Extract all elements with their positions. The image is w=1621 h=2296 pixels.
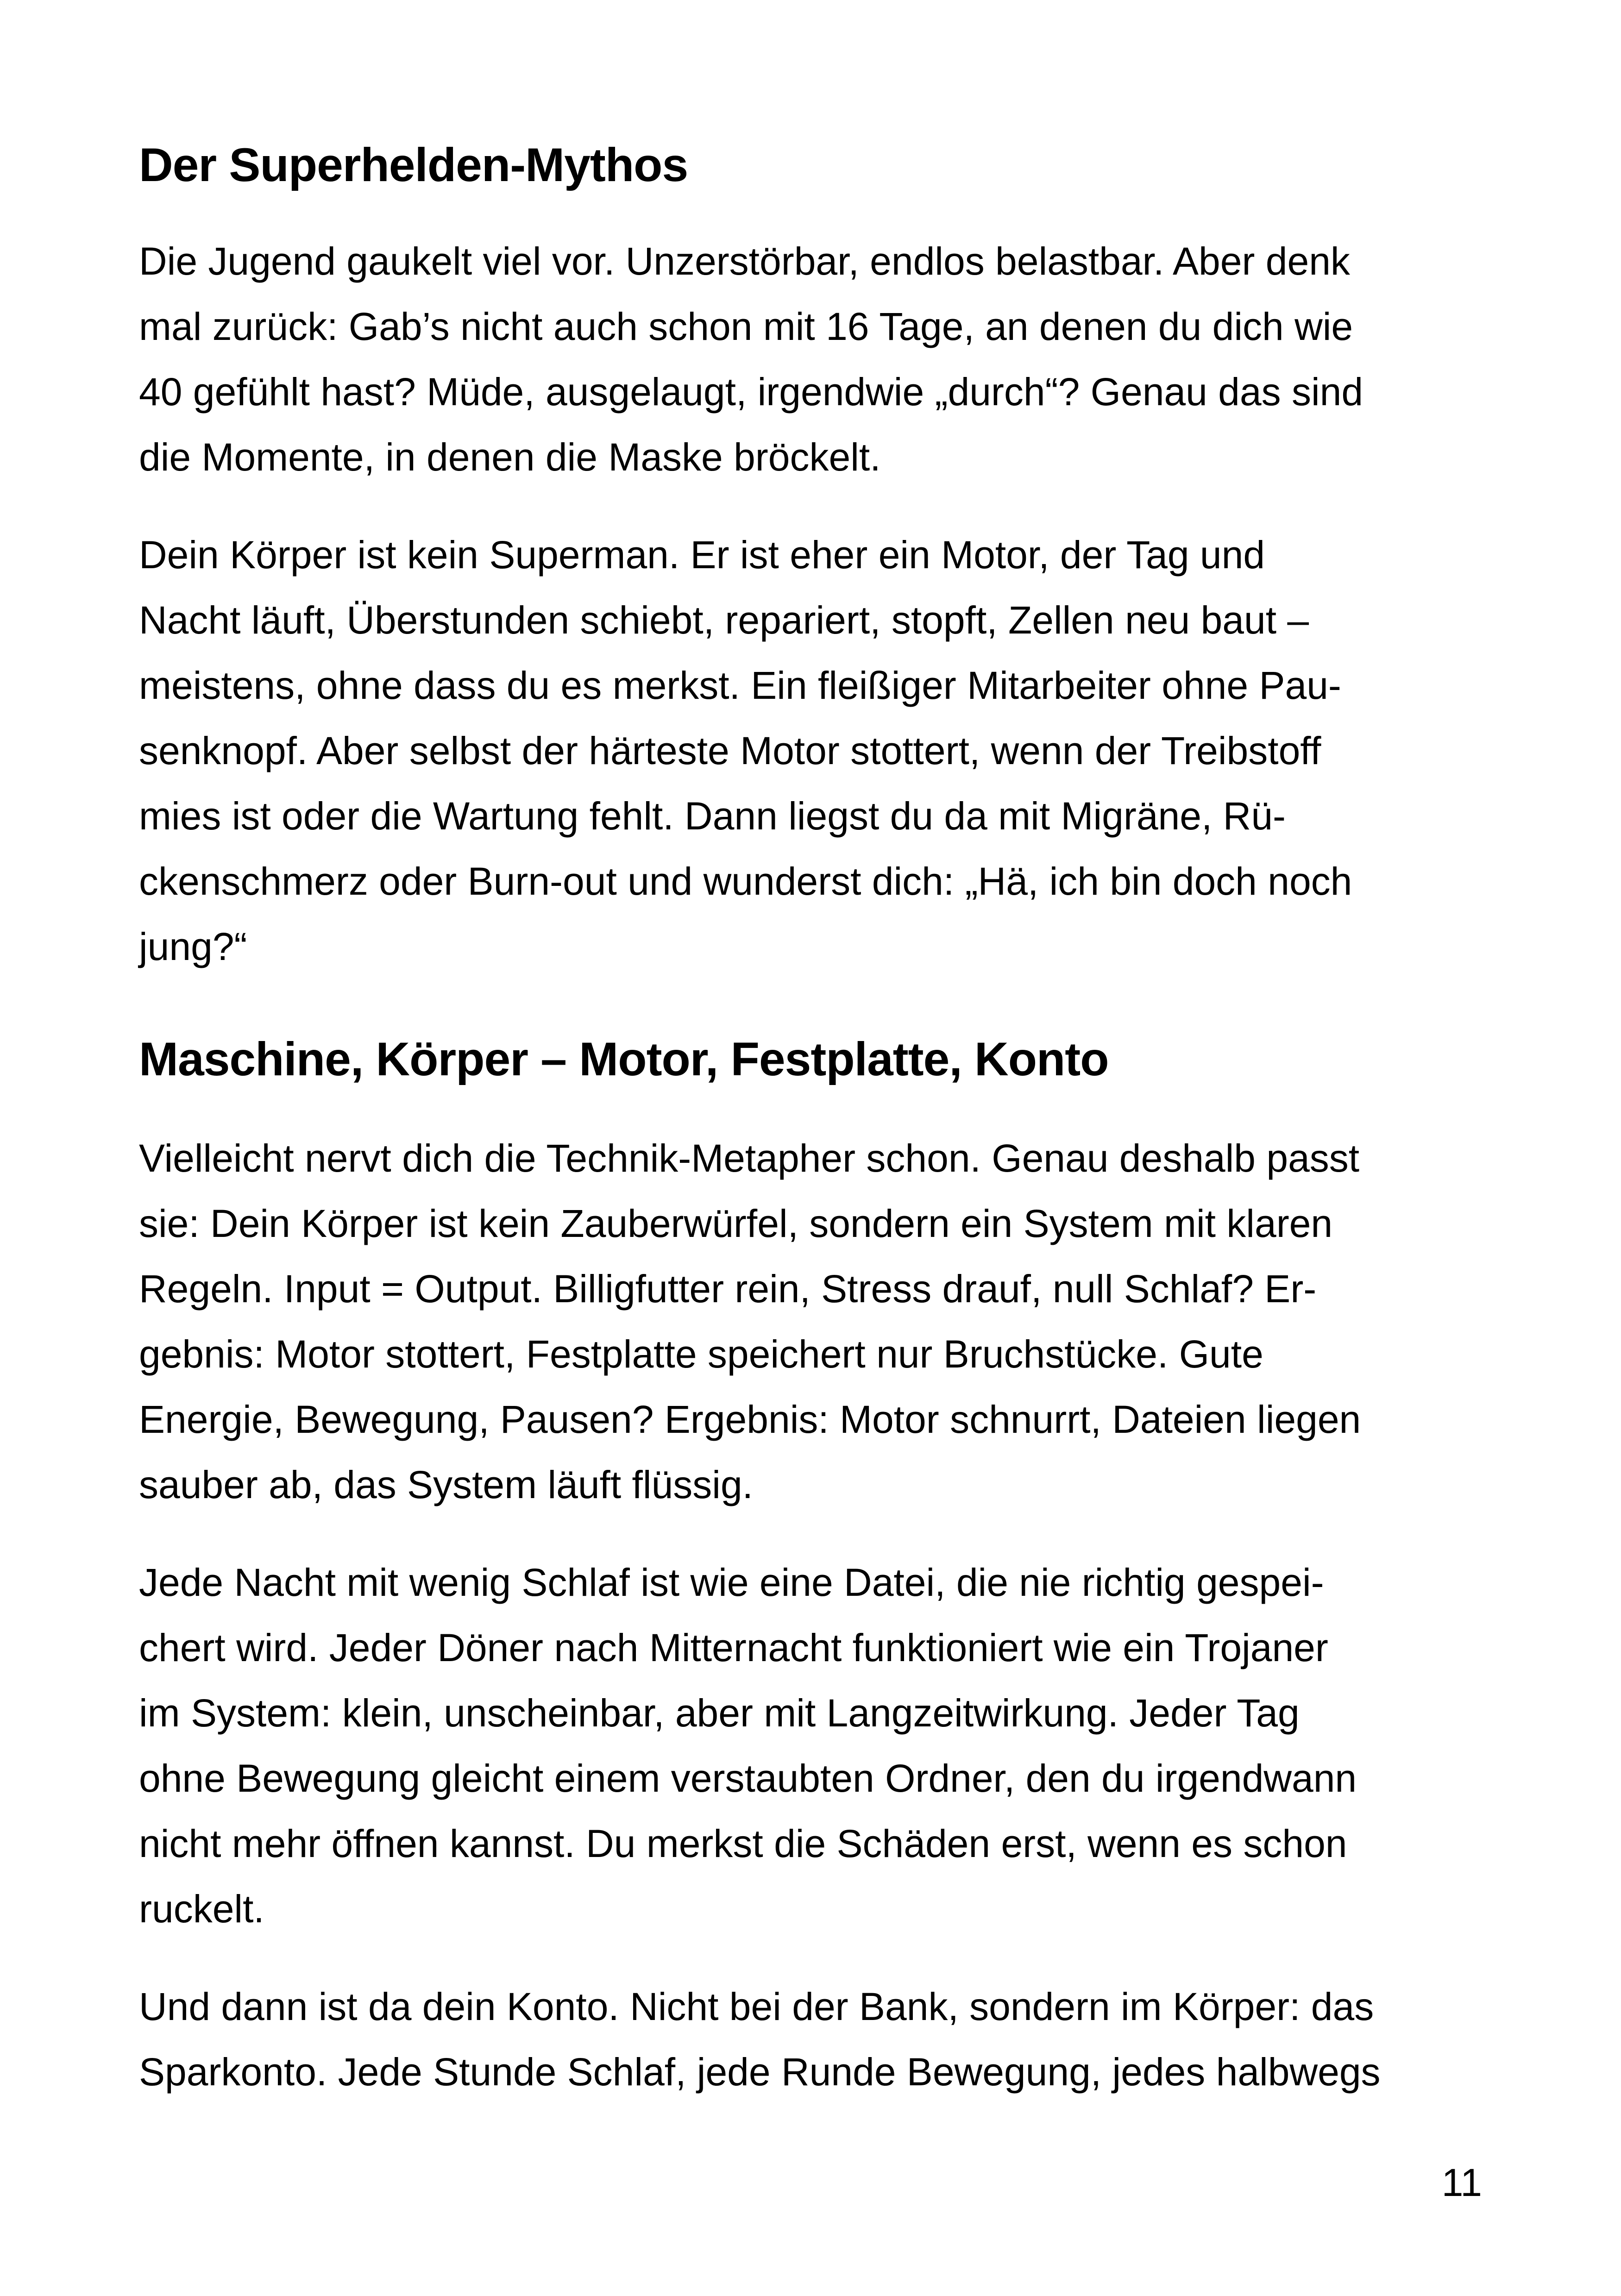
text-line: 40 gefühlt hast? Müde, ausgelaugt, irgendwie „durch“? Genau das sind bbox=[139, 370, 1363, 414]
text-line: im System: klein, unscheinbar, aber mit Langzeitwirkung. Jeder Tag bbox=[139, 1691, 1300, 1735]
section-heading: Maschine, Körper – Motor, Festplatte, Konto bbox=[139, 1033, 1109, 1085]
text-line: die Momente, in denen die Maske bröckelt. bbox=[139, 435, 881, 479]
text-line: sauber ab, das System läuft flüssig. bbox=[139, 1463, 753, 1506]
text-line: Dein Körper ist kein Superman. Er ist eher ein Motor, der Tag und bbox=[139, 533, 1265, 577]
paragraph bbox=[139, 229, 1482, 490]
text-line: Nacht läuft, Überstunden schiebt, repariert, stopft, Zellen neu baut – bbox=[139, 598, 1309, 642]
text-line: Energie, Bewegung, Pausen? Ergebnis: Motor schnurrt, Dateien liegen bbox=[139, 1398, 1361, 1441]
text-line: mies ist oder die Wartung fehlt. Dann liegst du da mit Migräne, Rü- bbox=[139, 794, 1286, 838]
text-line: Sparkonto. Jede Stunde Schlaf, jede Runde Bewegung, jedes halbwegs bbox=[139, 2050, 1381, 2094]
text-line: Und dann ist da dein Konto. Nicht bei der Bank, sondern im Körper: das bbox=[139, 1985, 1374, 2028]
text-line: Regeln. Input = Output. Billigfutter rein, Stress drauf, null Schlaf? Er- bbox=[139, 1267, 1317, 1311]
text-line: Die Jugend gaukelt viel vor. Unzerstörbar, endlos belastbar. Aber denk bbox=[139, 239, 1350, 283]
text-line: Jede Nacht mit wenig Schlaf ist wie eine Datei, die nie richtig gespei- bbox=[139, 1561, 1324, 1604]
text-line: meistens, ohne dass du es merkst. Ein fleißiger Mitarbeiter ohne Pau- bbox=[139, 664, 1341, 707]
text-line: senknopf. Aber selbst der härteste Motor stottert, wenn der Treibstoff bbox=[139, 729, 1321, 772]
text-line: ckenschmerz oder Burn-out und wunderst dich: „Hä, ich bin doch noch bbox=[139, 859, 1352, 903]
text-line: nicht mehr öffnen kannst. Du merkst die Schäden erst, wenn es schon bbox=[139, 1822, 1347, 1865]
paragraph bbox=[139, 1974, 1482, 2105]
page-number: 11 bbox=[1441, 2161, 1482, 2204]
paragraph bbox=[139, 1550, 1482, 1942]
text-line: chert wird. Jeder Döner nach Mitternacht funktioniert wie ein Trojaner bbox=[139, 1626, 1328, 1669]
text-line: jung?“ bbox=[139, 925, 247, 968]
paragraph bbox=[139, 1126, 1482, 1518]
text-line: Vielleicht nervt dich die Technik-Metapher schon. Genau deshalb passt bbox=[139, 1136, 1360, 1180]
text-line: ohne Bewegung gleicht einem verstaubten Ordner, den du irgendwann bbox=[139, 1757, 1357, 1800]
text-line: mal zurück: Gab’s nicht auch schon mit 16 Tage, an denen du dich wie bbox=[139, 305, 1353, 348]
chapter-heading: Der Superhelden-Mythos bbox=[139, 138, 688, 191]
text-line: ruckelt. bbox=[139, 1887, 264, 1931]
text-line: gebnis: Motor stottert, Festplatte speichert nur Bruchstücke. Gute bbox=[139, 1332, 1263, 1376]
text-line: sie: Dein Körper ist kein Zauberwürfel, sondern ein System mit klaren bbox=[139, 1202, 1333, 1245]
paragraph bbox=[139, 522, 1482, 979]
